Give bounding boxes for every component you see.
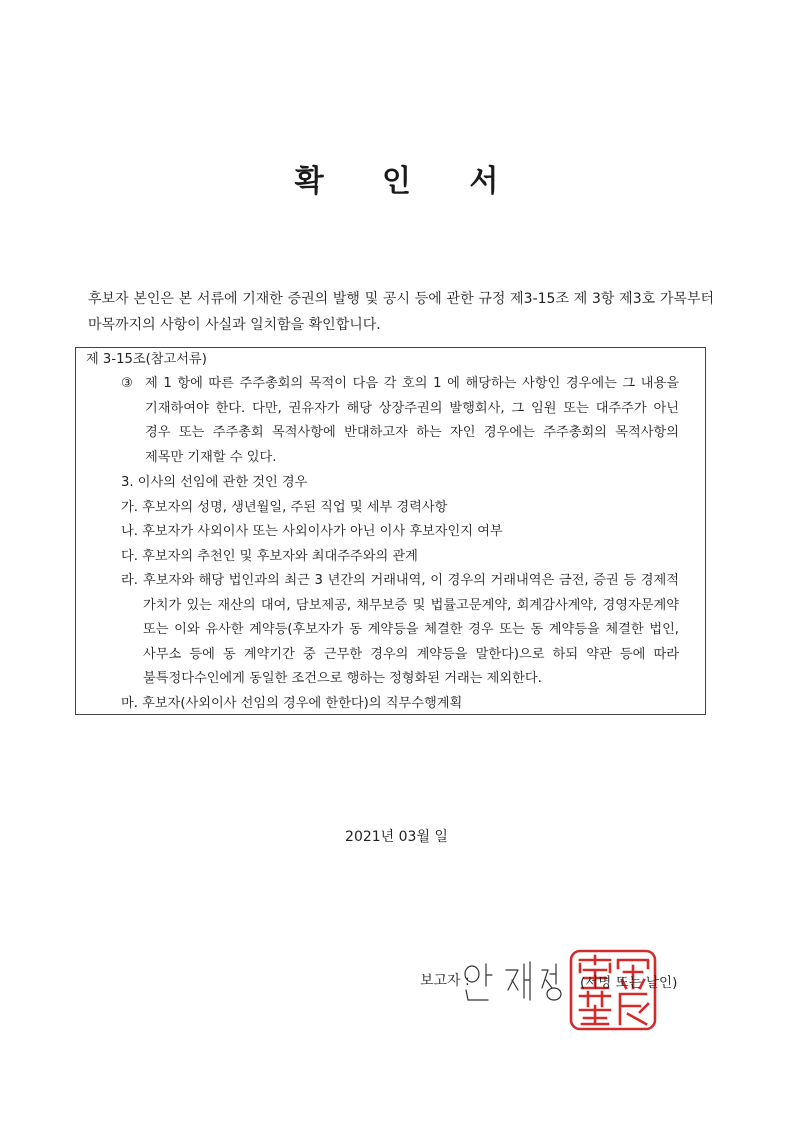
handwritten-signature bbox=[458, 960, 578, 1004]
paragraph-3-number: ③ bbox=[121, 376, 133, 391]
item-ra-text: 후보자와 해당 법인과의 최근 3 년간의 거래내역, 이 경우의 거래내역은 금전, 증권 등 경제적 가치가 있는 재산의 대여, 담보제공, 채무보증 및 법률고문계약, 회계감사계약, 경영자문계약 또는 이와 유사한 계약등(후보자가 동 계약등을 체결한 경우 또는 동 계약등을 체결한 법인, 사무소 등에 동 계약기간 중 근무한 경우의 계약등을 말한다)으로 하되 약관 등에 따라 불특정다수인에게 동일한 조건으로 행하는 정형화된 거래는 제외한다. bbox=[143, 573, 679, 686]
intro-paragraph: 후보자 본인은 본 서류에 기재한 증권의 발행 및 공시 등에 관한 규정 제3-15조 제 3항 제3호 가목부터 마목까지의 사항이 사실과 일치함을 확인합니다. bbox=[88, 291, 714, 333]
item-da: 다. 후보자의 추천인 및 후보자와 최대주주와의 관계 bbox=[121, 549, 418, 564]
item-ra bbox=[121, 569, 679, 692]
paragraph-3 bbox=[121, 372, 679, 470]
item-ra-number: 라. bbox=[121, 573, 138, 588]
item-3: 3. 이사의 선임에 관한 것인 경우 bbox=[121, 475, 308, 490]
regulation-title: 제 3-15조(참고서류) bbox=[86, 352, 207, 367]
item-ga: 가. 후보자의 성명, 생년월일, 주된 직업 및 세부 경력사항 bbox=[121, 500, 448, 515]
regulation-box bbox=[75, 347, 706, 715]
signature-note: (서명 또는 날인) bbox=[580, 975, 678, 991]
reporter-label: 보고자 : bbox=[420, 973, 470, 989]
item-ma: 마. 후보자(사외이사 선임의 경우에 한한다)의 직무수행계획 bbox=[121, 696, 463, 711]
paragraph-3-text: 제 1 항에 따른 주주총회의 목적이 다음 각 호의 1 에 해당하는 사항인 경우에는 그 내용을 기재하여야 한다. 다만, 권유자가 해당 상장주권의 발행회사, 그 임원 또는 대주주가 아닌 경우 또는 주주총회 목적사항에 반대하고자 하는 자인 경우에는 주주총회의 목적사항의 제목만 기재할 수 있다. bbox=[145, 376, 679, 465]
document-title: 확 인 서 bbox=[294, 164, 523, 199]
document-date: 2021년 03월 일 bbox=[345, 829, 448, 845]
item-na: 나. 후보자가 사외이사 또는 사외이사가 아닌 이사 후보자인지 여부 bbox=[121, 524, 503, 539]
